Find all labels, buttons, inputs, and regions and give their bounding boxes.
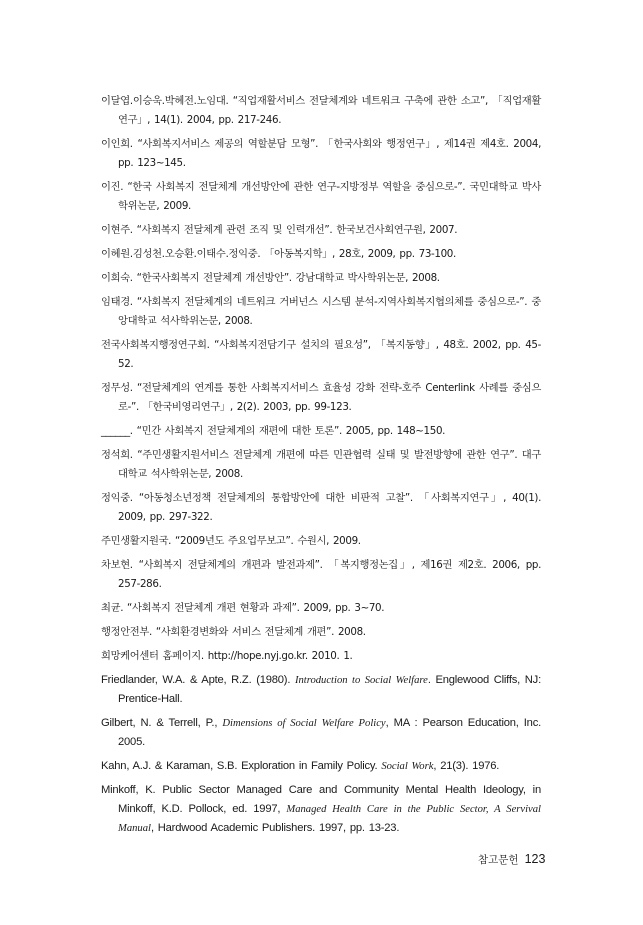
reference-entry <box>101 379 541 417</box>
reference-entry <box>101 714 541 752</box>
reference-entry <box>101 135 541 173</box>
reference-title-italic: Introduction to Social Welfare <box>294 675 428 686</box>
reference-entry <box>101 623 541 642</box>
reference-text: 이혜원․김성천․오승환․이태수․정익중. 「아동복지학」, 28호, 2009, pp. 73-100. <box>101 248 456 260</box>
reference-text: 최균. “사회복지 전달체계 개편 현황과 과제”. 2009, pp. 3~70. <box>101 602 385 614</box>
reference-text: 행정안전부. “사회환경변화와 서비스 전달체계 개편”. 2008. <box>101 626 366 638</box>
page-number: 123 <box>524 852 546 866</box>
reference-entry <box>101 422 541 441</box>
reference-entry <box>101 671 541 709</box>
reference-text: Friedlander, W.A. & Apte, R.Z. (1980). <box>101 674 295 686</box>
reference-text: ______. “민간 사회복지 전달체계의 재편에 대한 토론”. 2005, pp. 148~150. <box>101 425 446 437</box>
reference-text: . Englewood Cliffs, NJ: Prentice-Hall. <box>118 674 541 705</box>
reference-text: Gilbert, N. & Terrell, P., <box>101 717 223 729</box>
reference-title-italic: Managed Health Care in the Public Sector, A Servival Manual <box>118 804 541 834</box>
reference-entry <box>101 269 541 288</box>
reference-text: 이희숙. “한국사회복지 전달체계 개선방안”. 강남대학교 박사학위논문, 2008. <box>101 272 440 284</box>
reference-entry <box>101 245 541 264</box>
reference-text: 정익중. “아동청소년정책 전달체계의 통합방안에 대한 비판적 고찰”. 「사회복지연구」, 40(1). 2009, pp. 297-322. <box>101 492 541 523</box>
reference-entry <box>101 781 541 838</box>
reference-text: Kahn, A.J. & Karaman, S.B. Exploration in Family Policy. <box>101 760 382 772</box>
reference-entry <box>101 599 541 618</box>
reference-entry <box>101 221 541 240</box>
reference-text: 이인희. “사회복지서비스 제공의 역할분담 모형”. 「한국사회와 행정연구」, 제14권 제4호. 2004, pp. 123~145. <box>101 138 541 169</box>
reference-entry <box>101 178 541 216</box>
reference-entry <box>101 489 541 527</box>
reference-entry <box>101 532 541 551</box>
reference-text: 이현주. “사회복지 전달체계 관련 조직 및 인력개선”. 한국보건사회연구원, 2007. <box>101 224 458 236</box>
reference-text: 차보현. “사회복지 전달체계의 개편과 발전과제”. 「복지행정논집」, 제16권 제2호. 2006, pp. 257-286. <box>101 559 541 590</box>
reference-text: 정석희. “주민생활지원서비스 전달체계 개편에 따른 민관협력 실태 및 발전방향에 관한 연구”. 대구대학교 석사학위논문, 2008. <box>101 449 541 480</box>
reference-text: 이진. “한국 사회복지 전달체계 개선방안에 관한 연구-지방정부 역할을 중심으로-”. 국민대학교 박사학위논문, 2009. <box>101 181 541 212</box>
reference-text: , MA : Pearson Education, Inc. 2005. <box>118 717 541 748</box>
reference-title-italic: Social Work <box>381 761 434 772</box>
reference-text: 임태경. “사회복지 전달체계의 네트워크 거버넌스 시스템 분석-지역사회복지협의체를 중심으로-”. 중앙대학교 석사학위논문, 2008. <box>101 296 541 327</box>
reference-entry <box>101 92 541 130</box>
reference-text: 주민생활지원국. “2009년도 주요업무보고”. 수원시, 2009. <box>101 535 361 547</box>
reference-text: , 21(3). 1976. <box>433 760 500 772</box>
footer-label: 참고문헌 <box>478 854 519 866</box>
reference-entry <box>101 556 541 594</box>
reference-text: 희망케어센터 홈페이지. http://hope.nyj.go.kr. 2010. 1. <box>101 650 353 662</box>
reference-entry <box>101 336 541 374</box>
reference-entry <box>101 647 541 666</box>
reference-entry <box>101 446 541 484</box>
reference-text: , Hardwood Academic Publishers. 1997, pp. 13-23. <box>150 822 400 834</box>
reference-text: 전국사회복지행정연구회. “사회복지전담기구 설치의 필요성”, 「복지동향」, 48호. 2002, pp. 45-52. <box>101 339 541 370</box>
reference-title-italic: Dimensions of Social Welfare Policy <box>222 718 386 729</box>
reference-text: Minkoff, K. Public Sector Managed Care and Community Mental Health Ideology, in Minkoff, K.D. Pollock, ed. 1997, <box>101 784 541 815</box>
reference-text: 정무성. “전달체계의 연계를 통한 사회복지서비스 효율성 강화 전략-호주 Centerlink 사례를 중심으로-”. 「한국비영리연구」, 2(2). 2003, pp. 99-123. <box>101 382 541 413</box>
reference-entry <box>101 757 541 776</box>
reference-text: 이달엽․이승욱․박혜전․노임대. “직업재활서비스 전달체계와 네트워크 구축에 관한 소고”, 「직업재활연구」, 14(1). 2004, pp. 217-246. <box>101 95 541 126</box>
page-footer <box>478 852 545 867</box>
reference-entry <box>101 293 541 331</box>
reference-list <box>101 92 541 843</box>
